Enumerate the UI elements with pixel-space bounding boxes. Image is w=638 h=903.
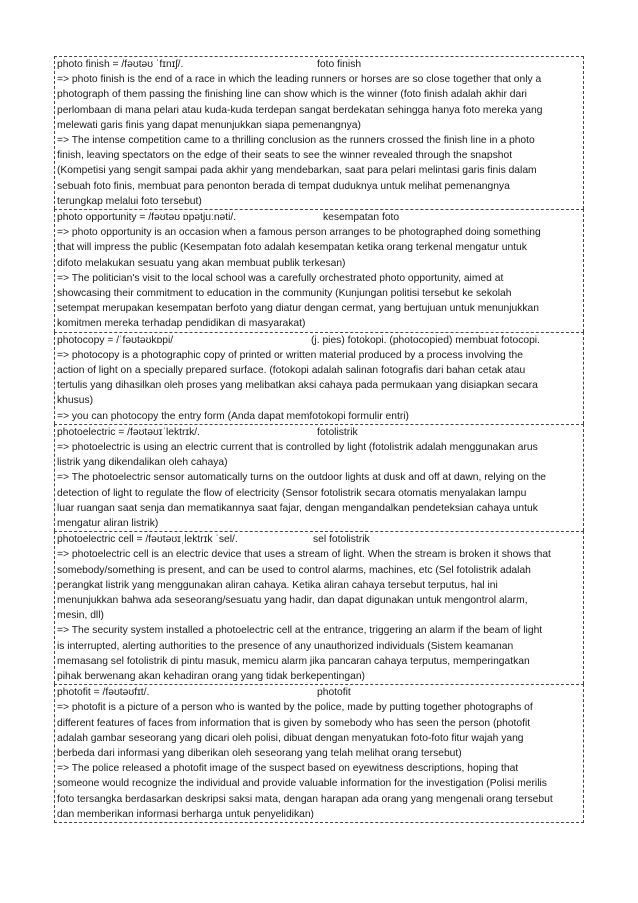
entry-line: => The police released a photofit image of the suspect based on eyewitness descriptions, hoping that [57,763,519,775]
headword: photo finish = /fəʊtəʊ ˈfɪnɪʃ/. [57,59,184,70]
headword: photocopy = /ˈfəʊtəʊkɒpi/ [57,334,174,346]
entry-header [57,532,582,547]
entry-line: komitmen mereka terhadap pendidikan di masyarakat) [57,318,306,330]
entry-line: perlombaan di mana pelari atau kuda-kuda terdepan sangat berdekatan sehingga hanya foto mereka yang [57,104,543,116]
entry-line: (Kompetisi yang sengit sampai pada akhir yang mendebarkan, saat para pelari melintasi garis finis dalam [57,165,537,177]
translation: fotolistrik [317,426,358,438]
entry-photo-opportunity [54,209,584,332]
entry-line: => The security system installed a photoelectric cell at the entrance, triggering an alarm if the beam of light [57,625,543,637]
entry-line: => photofit is a picture of a person who is wanted by the police, made by putting together photographs of [57,702,533,714]
entry-line: => photocopy is a photographic copy of printed or written material produced by a process involving the [57,349,523,361]
translation: kesempatan foto [323,212,400,224]
entry-photoelectric-cell [54,531,584,684]
entry-header [57,685,582,700]
headword: photofit = /fəʊtəʊfɪt/. [57,687,150,699]
entry-line: somebody/something is present, and can be used to control alarms, machines, etc (Sel fotolistrik adalah [57,564,531,576]
entry-line: => The intense competition came to a thrilling conclusion as the runners crossed the finish line in a photo [57,135,535,146]
entry-line: => photoelectric is using an electric current that is controlled by light (fotolistrik adalah menggunakan arus [57,442,538,454]
entry-line: setempat merupakan kesempatan berfoto yang diatur dengan cermat, yang bertujuan untuk menunjukkan [57,303,539,315]
entry-line: dan memberikan informasi berharga untuk penyelidikan) [57,808,314,820]
entry-line: mengatur aliran listrik) [57,518,159,530]
translation: sel fotolistrik [313,534,370,546]
entry-line: => photo finish is the end of a race in which the leading runners or horses are so close together that only a [57,74,542,86]
entry-line: luar ruangan saat senja dan mematikannya saat fajar, dengan mengandalkan pendeteksian cahaya untuk [57,502,538,514]
translation: photofit [317,687,351,699]
entry-line: different features of faces from information that is given by somebody who has seen the person (photofit [57,717,531,729]
entry-line: => photo opportunity is an occasion when a famous person arranges to be photographed doing something [57,227,541,239]
headword: photo opportunity = /fəʊtəʊ ɒpətjuːnəti/. [57,212,237,224]
entry-line: menunjukkan bahwa ada seseorang/sesuatu yang hadir, dan dapat digunakan untuk mengontrol alarm, [57,595,528,607]
entry-line: perangkat listrik yang menggunakan aliran cahaya. Ketika aliran cahaya tersebut terputus, hal ini [57,579,498,591]
entry-photocopy [54,332,584,424]
entry-line: foto tersangka berdasarkan deskripsi saksi mata, dengan harapan ada orang yang mengenali orang tersebut [57,793,553,805]
entry-line: melewati garis finis yang dapat menunjukkan siapa pemenangnya) [57,119,361,131]
entry-header [57,210,582,225]
entry-header [57,425,582,440]
entry-line: adalah gambar seseorang yang dicari oleh polisi, dibuat dengan menyatukan foto-foto fitur wajah yang [57,732,524,744]
entry-line: => you can photocopy the entry form (Anda dapat memfotokopi formulir entri) [57,410,409,422]
entry-line: photograph of them passing the finishing line can show which is the winner (foto finish adalah akhir dari [57,89,527,101]
headword: photoelectric = /fəʊtəʊɪˈlektrɪk/. [57,426,200,438]
entry-line: pihak berwenang akan kehadiran orang yang tidak berkepentingan) [57,671,365,683]
entry-line: listrik yang dikendalikan oleh cahaya) [57,457,228,469]
entry-photoelectric [54,424,584,531]
translation: (j. pies) fotokopi. (photocopied) membuat fotocopi. [311,334,540,346]
entry-line: terungkap melalui foto tersebut) [57,195,202,207]
entry-photofit [54,684,584,823]
entry-line: is interrupted, alerting authorities to the presence of any unauthorized individuals (Sistem keamanan [57,640,514,652]
entry-header [57,57,582,72]
entry-line: tertulis yang dihasilkan oleh proses yang melibatkan aksi cahaya pada permukaan yang disiapkan secara [57,380,538,392]
dictionary-page [54,56,584,823]
entry-line: difoto melakukan sesuatu yang akan membuat publik terkesan) [57,257,346,269]
entry-line: mesin, dll) [57,610,104,622]
entry-line: khusus) [57,395,94,407]
entry-line: that will impress the public (Kesempatan foto adalah kesempatan ketika orang terkenal mengatur untuk [57,242,527,254]
entry-photo-finish [54,56,584,209]
headword: photoelectric cell = /fəʊtəʊɪˌlektrɪk ˈsel/. [57,534,238,546]
entry-line: memasang sel fotolistrik di pintu masuk, memicu alarm jika pancaran cahaya terputus, memperingatkan [57,655,530,667]
entry-line: someone would recognize the individual and provide valuable information for the investigation (Polisi merilis [57,778,547,790]
entry-line: => The photoelectric sensor automatically turns on the outdoor lights at dusk and off at dawn, relying on the [57,472,547,484]
entry-line: => The politician's visit to the local school was a carefully orchestrated photo opportunity, aimed at [57,272,504,284]
entry-line: berbeda dari informasi yang diberikan oleh seseorang yang telah melihat orang tersebut) [57,748,462,760]
translation: foto finish [317,59,362,70]
entry-line: => photoelectric cell is an electric device that uses a stream of light. When the stream is broken it shows that [57,549,551,561]
entry-header [57,333,582,348]
entry-line: detection of light to regulate the flow of electricity (Sensor fotolistrik secara otomatis menyalakan lampu [57,487,527,499]
entry-line: finish, leaving spectators on the edge of their seats to see the winner revealed through the snapshot [57,150,513,162]
entry-line: sebuah foto finis, membuat para penonton berada di tempat duduknya untuk melihat pemenangnya [57,180,510,192]
entry-line: action of light on a specially prepared surface. (fotokopi adalah salinan fotografis dari bahan cetak atau [57,365,526,377]
entry-line: showcasing their commitment to education in the community (Kunjungan politisi tersebut ke sekolah [57,288,512,300]
